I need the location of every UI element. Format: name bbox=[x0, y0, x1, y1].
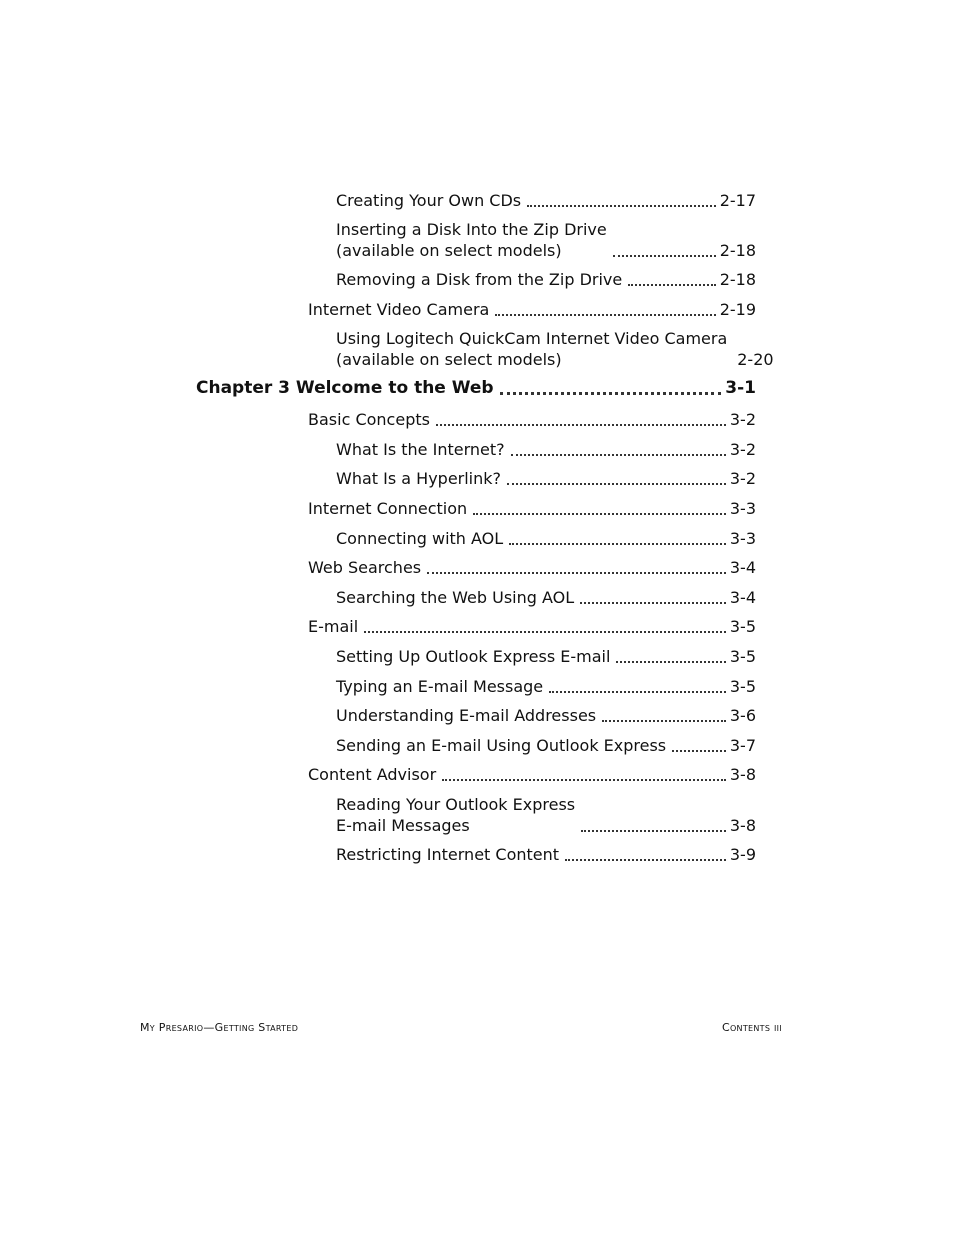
toc-entry-title: Typing an E-mail Message bbox=[336, 677, 544, 696]
toc-entry[interactable] bbox=[308, 498, 756, 519]
dot-leader bbox=[549, 681, 726, 693]
toc-entry[interactable] bbox=[336, 439, 756, 460]
toc-entry-page: 3-4 bbox=[729, 558, 756, 577]
toc-entry-title: Removing a Disk from the Zip Drive bbox=[336, 270, 623, 289]
toc-entry-page: 3-8 bbox=[729, 765, 756, 784]
dot-leader bbox=[616, 651, 725, 663]
dot-leader bbox=[602, 710, 726, 722]
toc-entry[interactable] bbox=[336, 528, 756, 549]
toc-entry-page: 3-6 bbox=[729, 706, 756, 725]
toc-entry[interactable] bbox=[336, 676, 756, 697]
toc-entry-title: Web Searches bbox=[308, 558, 422, 577]
toc-entry-page: 2-17 bbox=[719, 191, 756, 210]
toc-entry-title: Internet Connection bbox=[308, 499, 468, 518]
toc-entry-page: 3-4 bbox=[729, 588, 756, 607]
toc-entry-title: Reading Your Outlook Express E-mail Messages bbox=[336, 795, 576, 835]
dot-leader bbox=[436, 414, 726, 426]
dot-leader bbox=[613, 245, 716, 257]
toc-entry-title: What Is a Hyperlink? bbox=[336, 469, 502, 488]
toc-entry-title: Using Logitech QuickCam Internet Video Camera (available on select models) bbox=[336, 329, 728, 369]
toc-entry[interactable] bbox=[336, 269, 756, 290]
toc-entry-title: Content Advisor bbox=[308, 765, 437, 784]
toc-entry-page: 3-3 bbox=[729, 529, 756, 548]
dot-leader bbox=[580, 592, 726, 604]
toc-entry-title: Creating Your Own CDs bbox=[336, 191, 522, 210]
toc-entry[interactable] bbox=[336, 705, 756, 726]
toc-entry-page: 3-9 bbox=[729, 845, 756, 864]
dot-leader bbox=[442, 769, 726, 781]
toc-entry[interactable] bbox=[308, 299, 756, 320]
toc-chapter-entry[interactable] bbox=[196, 378, 756, 399]
toc-entry[interactable] bbox=[336, 735, 756, 756]
dot-leader bbox=[509, 533, 726, 545]
toc-entry-page: 2-18 bbox=[719, 241, 756, 260]
toc-entry[interactable] bbox=[308, 409, 756, 430]
toc-entry-title: E-mail bbox=[308, 617, 359, 636]
dot-leader bbox=[581, 820, 726, 832]
toc-entry-title: Inserting a Disk Into the Zip Drive (available on select models) bbox=[336, 220, 607, 260]
toc-entry-page: 3-3 bbox=[729, 499, 756, 518]
toc-entry-title: Sending an E-mail Using Outlook Express bbox=[336, 736, 667, 755]
dot-leader bbox=[364, 621, 726, 633]
toc-entry[interactable] bbox=[336, 190, 756, 211]
footer-book-title: My Presario—Getting Started bbox=[140, 1021, 299, 1034]
toc-entry-title: Searching the Web Using AOL bbox=[336, 588, 575, 607]
toc-entry-page: 3-2 bbox=[729, 440, 756, 459]
toc-entry-page: 2-20 bbox=[737, 350, 774, 369]
dot-leader bbox=[500, 382, 722, 395]
toc-entry-page: 3-2 bbox=[729, 410, 756, 429]
toc-entry-title: Understanding E-mail Addresses bbox=[336, 706, 597, 725]
toc-entry[interactable] bbox=[336, 794, 756, 836]
dot-leader bbox=[565, 849, 726, 861]
toc-entry-page: 3-7 bbox=[729, 736, 756, 755]
toc-entry-page: 2-19 bbox=[719, 300, 756, 319]
toc-entry-page: 3-1 bbox=[725, 378, 756, 398]
toc-entry-title: What Is the Internet? bbox=[336, 440, 505, 459]
toc-entry[interactable] bbox=[336, 328, 774, 370]
toc-entry[interactable] bbox=[336, 844, 756, 865]
toc-entry-page: 3-5 bbox=[729, 677, 756, 696]
toc-entry-title: Internet Video Camera bbox=[308, 300, 490, 319]
toc-entry[interactable] bbox=[308, 557, 756, 578]
dot-leader bbox=[628, 274, 715, 286]
toc-entry[interactable] bbox=[308, 764, 756, 785]
toc-entry-title: Basic Concepts bbox=[308, 410, 430, 429]
dot-leader bbox=[427, 562, 726, 574]
toc-entry-title: Chapter 3 Welcome to the Web bbox=[196, 378, 494, 398]
toc-entry-page: 3-5 bbox=[729, 647, 756, 666]
footer-section-page: Contents iii bbox=[721, 1021, 782, 1034]
toc-entry[interactable] bbox=[308, 616, 756, 637]
toc-entry[interactable] bbox=[336, 646, 756, 667]
toc-entry-page: 3-8 bbox=[729, 816, 756, 835]
toc-entry[interactable] bbox=[336, 468, 756, 489]
toc-entry-page: 2-18 bbox=[719, 270, 756, 289]
toc-entry[interactable] bbox=[336, 219, 756, 261]
dot-leader bbox=[527, 195, 716, 207]
toc-entry-page: 3-5 bbox=[729, 617, 756, 636]
toc-entry-title: Connecting with AOL bbox=[336, 529, 504, 548]
dot-leader bbox=[507, 473, 726, 485]
dot-leader bbox=[495, 304, 715, 316]
toc-entry-title: Restricting Internet Content bbox=[336, 845, 560, 864]
dot-leader bbox=[672, 740, 726, 752]
dot-leader bbox=[473, 503, 726, 515]
dot-leader bbox=[511, 444, 726, 456]
toc-entry-title: Setting Up Outlook Express E-mail bbox=[336, 647, 611, 666]
toc-entry-page: 3-2 bbox=[729, 469, 756, 488]
toc-entry[interactable] bbox=[336, 587, 756, 608]
